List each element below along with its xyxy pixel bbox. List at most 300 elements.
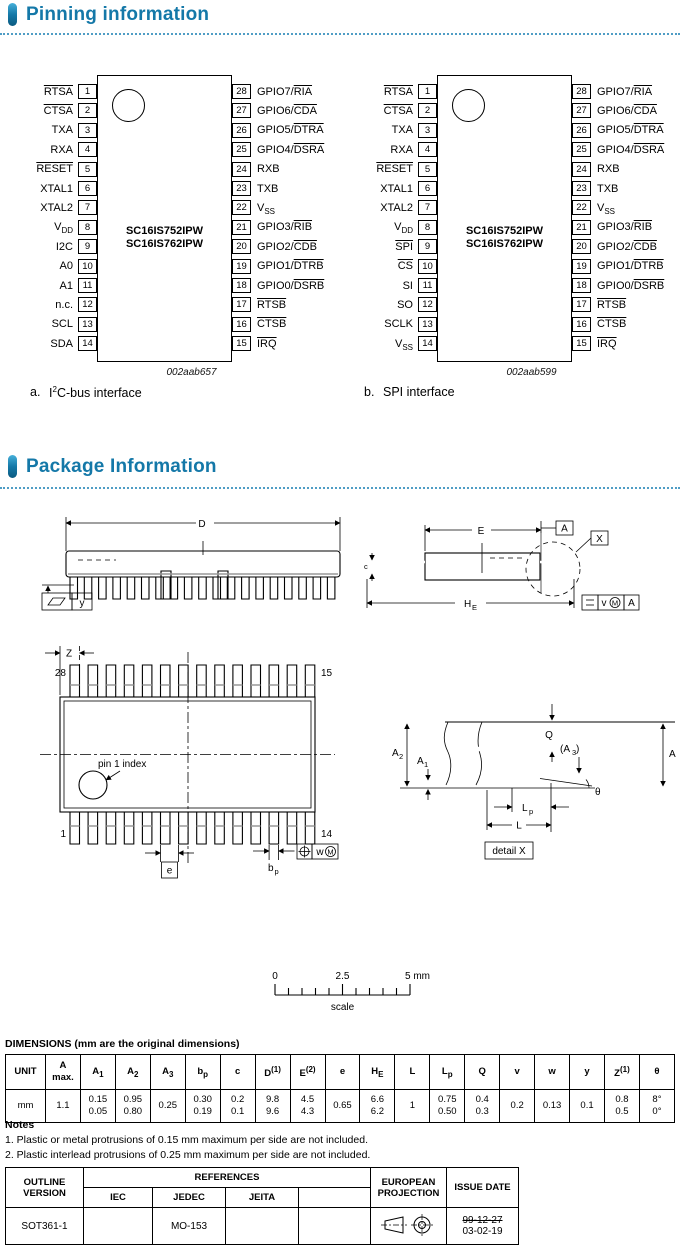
pin-number-box: 23 <box>572 181 591 196</box>
outline-references-section <box>5 1167 519 1245</box>
dim-label-e: e <box>166 865 173 877</box>
pin-row-18 <box>572 278 664 293</box>
pin-row-1 <box>369 84 437 99</box>
part-number-line2: SC16IS762IPW <box>465 238 544 250</box>
dim-header-cell: $Z^{(1)}$ <box>605 1055 640 1090</box>
dotted-divider <box>0 487 680 489</box>
scale-ticks <box>275 984 410 995</box>
dimensions-value-row <box>6 1090 675 1123</box>
pin-number-box: 27 <box>572 103 591 118</box>
pin-row-27 <box>232 103 317 118</box>
dim-header-cell: y <box>570 1055 605 1090</box>
notes-section <box>5 1119 370 1161</box>
note-item-2: 2. Plastic interlead protrusions of 0.25 mm maximum per side are not included. <box>5 1149 371 1161</box>
issue-date-old: 99-12-27 <box>462 1215 503 1226</box>
dim-label-A2: A <box>392 748 399 759</box>
section-header-pinning <box>8 3 209 26</box>
dim-header-cell: L <box>395 1055 430 1090</box>
dim-value-cell: 0.30 0.19 <box>185 1090 220 1123</box>
pin-number-box: 22 <box>232 200 251 215</box>
jeita-value <box>226 1208 299 1245</box>
pinout-diagram-spi <box>362 75 680 415</box>
pin-number-15: 15 <box>321 668 333 679</box>
pin-row-8 <box>29 220 97 235</box>
dim-value-cell: 0.8 0.5 <box>605 1090 640 1123</box>
svg-text:2: 2 <box>399 752 404 761</box>
figure-caption <box>364 385 455 399</box>
pin-number-box: 7 <box>78 200 97 215</box>
pin-label: RXA <box>50 143 73 156</box>
pin-label: GPIO1/DTRB <box>597 260 664 273</box>
pin-row-20 <box>572 239 657 254</box>
dotted-divider <box>0 33 680 35</box>
dim-header-cell: $A_3$ <box>150 1055 185 1090</box>
pin-label: RXA <box>390 143 413 156</box>
pin-row-6 <box>369 181 437 196</box>
dim-label-HE: H <box>464 599 472 610</box>
svg-text:1: 1 <box>424 760 429 769</box>
dim-value-cell: 1.1 <box>46 1090 81 1123</box>
dim-label-Lp: L <box>522 803 528 814</box>
pin-label: SCL <box>51 318 73 331</box>
pin-row-7 <box>369 200 437 215</box>
reference-blank-header <box>299 1188 371 1208</box>
pin-row-19 <box>572 259 664 274</box>
notes-title: Notes <box>5 1119 35 1131</box>
pin1-indicator-circle <box>452 89 485 122</box>
figure-code: 002aab657 <box>166 367 217 378</box>
pin-row-21 <box>572 220 652 235</box>
pin-row-10 <box>29 259 97 274</box>
svg-text:p: p <box>529 807 534 816</box>
dim-header-cell: $A_2$ <box>115 1055 150 1090</box>
pin-label: $V_{SS}$ <box>257 201 276 216</box>
package-end-view-drawing <box>360 505 680 620</box>
pin-number-box: 5 <box>78 162 97 177</box>
section-title: Package Information <box>26 455 217 477</box>
svg-text:E: E <box>472 603 478 612</box>
pin-label: GPIO4/DSRA <box>257 143 325 156</box>
dim-label-D: D <box>198 519 206 530</box>
chip-part-numbers <box>437 225 572 251</box>
pin-row-19 <box>232 259 324 274</box>
pin-number-box: 20 <box>572 239 591 254</box>
caption-letter: a. <box>30 385 41 399</box>
dim-value-cell: 0.4 0.3 <box>465 1090 500 1123</box>
top-pins <box>70 665 315 697</box>
svg-text:w: w <box>316 847 324 858</box>
pin-row-16 <box>572 317 626 332</box>
pin-label: $\overline{CS}$ <box>397 260 413 273</box>
package-lead-detail-drawing <box>390 690 680 870</box>
pin-number-box: 7 <box>418 200 437 215</box>
detail-x-caption: detail X <box>492 846 526 857</box>
pin-label: XTAL2 <box>40 201 73 214</box>
tolerance-frame <box>297 844 338 859</box>
dim-header-cell: $H_E$ <box>360 1055 395 1090</box>
pin-label: SI <box>402 279 413 292</box>
pin-row-13 <box>29 317 97 332</box>
pin-number-box: 22 <box>572 200 591 215</box>
issue-date-header: ISSUE DATE <box>447 1168 519 1208</box>
pin-label: GPIO1/DTRB <box>257 260 324 273</box>
iec-value <box>84 1208 153 1245</box>
pin-number-box: 13 <box>78 317 97 332</box>
pin-row-2 <box>29 103 97 118</box>
pin-label: $GPIO3/\overline{RIB}$ <box>257 221 313 234</box>
pin-row-27 <box>572 103 657 118</box>
dim-value-cell: 0.75 0.50 <box>430 1090 465 1123</box>
jeita-header: JEITA <box>226 1188 299 1208</box>
dim-header-cell: A max. <box>46 1055 81 1090</box>
pin-row-28 <box>232 84 312 99</box>
outline-version-header: OUTLINE VERSION <box>6 1168 84 1208</box>
pin-number-box: 12 <box>418 297 437 312</box>
dimensions-header-row <box>6 1055 675 1090</box>
pin-number-box: 11 <box>418 278 437 293</box>
pin-label: GPIO5/DTRA <box>597 124 664 137</box>
scale-tick-0: 0 <box>272 971 278 982</box>
dim-label-Z: Z <box>65 648 73 660</box>
dim-label-A3: (A <box>560 744 570 755</box>
issue-date-value <box>447 1208 519 1245</box>
dim-header-cell: $D^{(1)}$ <box>255 1055 290 1090</box>
pin-number-box: 14 <box>78 336 97 351</box>
pin-label: $V_{DD}$ <box>54 221 73 236</box>
dim-header-cell: Q <box>465 1055 500 1090</box>
pin-row-21 <box>232 220 312 235</box>
scale-bar <box>245 965 460 1015</box>
dim-label-E: E <box>477 526 485 537</box>
dim-label-L: L <box>516 820 522 832</box>
package-side-view-drawing <box>28 505 373 620</box>
pin-column-right <box>572 75 680 362</box>
chip-part-numbers <box>97 225 232 251</box>
pinout-diagram-i2c <box>28 75 346 415</box>
dim-header-cell: c <box>220 1055 255 1090</box>
pin-row-8 <box>369 220 437 235</box>
pin-row-11 <box>29 278 97 293</box>
pin-row-5 <box>29 162 97 177</box>
bottom-pins <box>70 812 315 844</box>
svg-text:): ) <box>576 744 580 755</box>
svg-text:A: A <box>628 598 635 609</box>
pin-label: CTSA <box>383 104 413 117</box>
pin-row-26 <box>572 123 664 138</box>
pin-row-11 <box>369 278 437 293</box>
dimensions-section <box>5 1038 675 1123</box>
dim-value-cell: 0.1 <box>570 1090 605 1123</box>
datum-label-A: A <box>561 523 568 535</box>
pin-label: $V_{DD}$ <box>394 221 413 236</box>
pin-row-6 <box>29 181 97 196</box>
pin-number-box: 25 <box>572 142 591 157</box>
pin-column-left <box>369 75 437 362</box>
pin-row-28 <box>572 84 652 99</box>
pin-number-box: 17 <box>572 297 591 312</box>
pin-row-22 <box>232 200 275 215</box>
figure-code: 002aab599 <box>506 367 557 378</box>
dim-label-theta: θ <box>595 787 601 798</box>
dim-value-cell: 0.13 <box>535 1090 570 1123</box>
pin-row-10 <box>369 259 437 274</box>
dim-header-cell: θ <box>639 1055 674 1090</box>
pin-row-15 <box>572 336 617 351</box>
pin-number-box: 28 <box>232 84 251 99</box>
pin-number-box: 4 <box>418 142 437 157</box>
pin-number-box: 10 <box>418 259 437 274</box>
pin-label: $GPIO3/\overline{RIB}$ <box>597 221 653 234</box>
pin-row-5 <box>369 162 437 177</box>
dim-label-y: y <box>79 598 85 609</box>
pin-label: RTSB <box>597 298 627 311</box>
pin-label: XTAL1 <box>380 182 413 195</box>
european-projection-symbol <box>371 1208 447 1245</box>
pin-number-box: 11 <box>78 278 97 293</box>
pin-row-4 <box>369 142 437 157</box>
iec-header: IEC <box>84 1188 153 1208</box>
pin-row-16 <box>232 317 286 332</box>
pin-row-7 <box>29 200 97 215</box>
pin-row-9 <box>369 239 437 254</box>
pin-row-24 <box>572 162 620 177</box>
pin-number-box: 10 <box>78 259 97 274</box>
pin-number-box: 25 <box>232 142 251 157</box>
pin-row-12 <box>369 297 437 312</box>
dim-value-cell: 0.2 <box>500 1090 535 1123</box>
dim-value-cell: 4.5 4.3 <box>290 1090 325 1123</box>
pin-row-2 <box>369 103 437 118</box>
pin-number-28: 28 <box>54 668 66 679</box>
part-number-line1: SC16IS752IPW <box>125 225 204 237</box>
dimensions-title: DIMENSIONS (mm are the original dimensions) <box>5 1038 240 1050</box>
pin-number-box: 4 <box>78 142 97 157</box>
dim-label-bp: b <box>268 863 274 874</box>
pin-row-25 <box>572 142 664 157</box>
dim-header-cell: w <box>535 1055 570 1090</box>
pin-number-box: 14 <box>418 336 437 351</box>
pin-label: A0 <box>59 260 73 273</box>
pin-row-22 <box>572 200 615 215</box>
note-item-1: 1. Plastic or metal protrusions of 0.15 mm maximum per side are not included. <box>5 1134 368 1146</box>
part-number-line1: SC16IS752IPW <box>465 225 544 237</box>
pin-number-box: 12 <box>78 297 97 312</box>
pin-row-9 <box>29 239 97 254</box>
pin-column-right <box>232 75 362 362</box>
dim-value-cell: 0.2 0.1 <box>220 1090 255 1123</box>
pin-label: SDA <box>50 337 73 350</box>
pin-label: SO <box>397 298 413 311</box>
pin-number-box: 28 <box>572 84 591 99</box>
pin-number-box: 21 <box>572 220 591 235</box>
dim-header-cell: $L_p$ <box>430 1055 465 1090</box>
pin-number-box: 21 <box>232 220 251 235</box>
pin-number-box: 16 <box>232 317 251 332</box>
pin-label: XTAL1 <box>40 182 73 195</box>
dim-value-cell: mm <box>6 1090 46 1123</box>
dim-header-cell: UNIT <box>6 1055 46 1090</box>
pin-label: GPIO5/DTRA <box>257 124 324 137</box>
pin-row-17 <box>572 297 626 312</box>
pin-row-12 <box>29 297 97 312</box>
svg-text:v: v <box>601 598 607 609</box>
scale-label: scale <box>330 1002 355 1013</box>
pin-label: GPIO0/DSRB <box>257 279 325 292</box>
pin-number-box: 8 <box>78 220 97 235</box>
pin-number-box: 17 <box>232 297 251 312</box>
dimensions-table <box>5 1054 675 1123</box>
svg-text:M: M <box>327 847 334 857</box>
section-title: Pinning information <box>26 3 210 25</box>
pin-label: CTSB <box>597 318 627 331</box>
dim-value-cell: 1 <box>395 1090 430 1123</box>
pin-row-26 <box>232 123 324 138</box>
pin-label: RXB <box>597 163 620 176</box>
pin-row-14 <box>29 336 97 351</box>
pin-number-box: 15 <box>572 336 591 351</box>
pin-label: $\overline{IRQ}$ <box>597 337 617 350</box>
jedec-header: JEDEC <box>153 1188 226 1208</box>
pin-number-box: 5 <box>418 162 437 177</box>
section-bar-icon <box>8 455 17 478</box>
pin-number-box: 1 <box>418 84 437 99</box>
pin-label: RESET <box>36 163 73 176</box>
caption-text: SPI interface <box>383 385 455 399</box>
pin-label: CTSB <box>257 318 287 331</box>
caption-letter: b. <box>364 385 375 399</box>
pin-label: TXB <box>597 182 619 195</box>
pin-number-box: 20 <box>232 239 251 254</box>
pin-row-3 <box>369 123 437 138</box>
dim-value-cell: 9.8 9.6 <box>255 1090 290 1123</box>
pin-label: $V_{SS}$ <box>394 337 413 352</box>
dim-header-cell: $b_p$ <box>185 1055 220 1090</box>
dim-header-cell: $E^{(2)}$ <box>290 1055 325 1090</box>
section-header-package <box>8 455 217 478</box>
reference-blank-value <box>299 1208 371 1245</box>
svg-text:p: p <box>274 867 279 876</box>
pin-row-25 <box>232 142 324 157</box>
pin-label: $GPIO2/\overline{CDB}$ <box>257 240 317 253</box>
dim-value-cell: 0.25 <box>150 1090 185 1123</box>
pin1-index-label: pin 1 index <box>98 759 147 770</box>
pin1-indicator-circle <box>112 89 145 122</box>
pin-label: TXB <box>257 182 279 195</box>
svg-text:3: 3 <box>572 748 577 757</box>
pin-number-box: 26 <box>232 123 251 138</box>
jedec-value: MO-153 <box>153 1208 226 1245</box>
caption-text: $I^2C$-bus interface <box>49 385 142 401</box>
pin-number-box: 19 <box>232 259 251 274</box>
pin-number-box: 18 <box>232 278 251 293</box>
outline-version-value: SOT361-1 <box>6 1208 84 1245</box>
pin-number-box: 3 <box>418 123 437 138</box>
pin-number-box: 2 <box>78 103 97 118</box>
pin-number-box: 27 <box>232 103 251 118</box>
pin-row-4 <box>29 142 97 157</box>
pin-row-14 <box>369 336 437 351</box>
pin-label: n.c. <box>55 298 73 311</box>
pin-row-20 <box>232 239 317 254</box>
dim-label-A1: A <box>417 756 424 767</box>
dim-value-cell: 8° 0° <box>639 1090 674 1123</box>
pin-label: RESET <box>376 163 413 176</box>
pin-row-24 <box>232 162 280 177</box>
dim-value-cell: 6.6 6.2 <box>360 1090 395 1123</box>
pin-number-box: 23 <box>232 181 251 196</box>
dim-label-Q: Q <box>545 730 553 741</box>
pin-label: $GPIO6/\overline{CDA}$ <box>257 104 317 117</box>
pin-label: RXB <box>257 163 280 176</box>
european-projection-header: EUROPEAN PROJECTION <box>371 1168 447 1208</box>
pin-label: TXA <box>391 124 413 137</box>
pin-row-1 <box>29 84 97 99</box>
pin-label: $V_{SS}$ <box>597 201 616 216</box>
pin-number-box: 24 <box>572 162 591 177</box>
pin-number-box: 2 <box>418 103 437 118</box>
pin-number-box: 6 <box>418 181 437 196</box>
outline-references-table <box>5 1167 519 1245</box>
pin-number-box: 16 <box>572 317 591 332</box>
pin-row-23 <box>232 181 278 196</box>
pin-label: GPIO0/DSRB <box>597 279 665 292</box>
dim-header-cell: v <box>500 1055 535 1090</box>
part-number-line2: SC16IS762IPW <box>125 238 204 250</box>
pin-number-box: 8 <box>418 220 437 235</box>
pin-number-14: 14 <box>321 829 333 840</box>
pin-label: CTSA <box>43 104 73 117</box>
pin-column-left <box>29 75 97 362</box>
detail-ref-label-X: X <box>596 534 603 545</box>
pin-number-box: 6 <box>78 181 97 196</box>
pin-label: $\overline{SPI}$ <box>395 240 413 253</box>
pin-row-13 <box>369 317 437 332</box>
pin-label: GPIO4/DSRA <box>597 143 665 156</box>
pin-number-box: 26 <box>572 123 591 138</box>
pin-row-18 <box>232 278 324 293</box>
first-angle-projection-icon <box>381 1214 437 1236</box>
pin-label: RTSB <box>257 298 287 311</box>
pin-label: RTSA <box>383 85 413 98</box>
pin-row-17 <box>232 297 286 312</box>
pin-number-box: 18 <box>572 278 591 293</box>
pin-label: XTAL2 <box>380 201 413 214</box>
dim-label-A: A <box>669 749 676 760</box>
pin-label: $GPIO2/\overline{CDB}$ <box>597 240 657 253</box>
dim-value-cell: 0.65 <box>325 1090 360 1123</box>
dim-header-cell: $A_1$ <box>80 1055 115 1090</box>
pin-label: TXA <box>51 124 73 137</box>
pin-number-box: 15 <box>232 336 251 351</box>
references-header: REFERENCES <box>84 1168 371 1188</box>
pin-label: $GPIO6/\overline{CDA}$ <box>597 104 657 117</box>
issue-date-new: 03-02-19 <box>462 1226 503 1237</box>
pin-row-15 <box>232 336 277 351</box>
dim-value-cell: 0.15 0.05 <box>80 1090 115 1123</box>
pin-label: I2C <box>55 240 73 253</box>
pin-row-3 <box>29 123 97 138</box>
pin-label: $GPIO7/\overline{RIA}$ <box>257 85 313 98</box>
pin-label: $GPIO7/\overline{RIA}$ <box>597 85 653 98</box>
pin-label: RTSA <box>43 85 73 98</box>
package-top-view-drawing <box>25 640 370 885</box>
dim-label-c: c <box>364 562 368 571</box>
scale-tick-2-5: 2.5 <box>335 971 350 982</box>
pin-number-box: 1 <box>78 84 97 99</box>
pin-label: A1 <box>59 279 73 292</box>
pin-row-23 <box>572 181 618 196</box>
scale-tick-5mm: 5 mm <box>405 971 430 982</box>
